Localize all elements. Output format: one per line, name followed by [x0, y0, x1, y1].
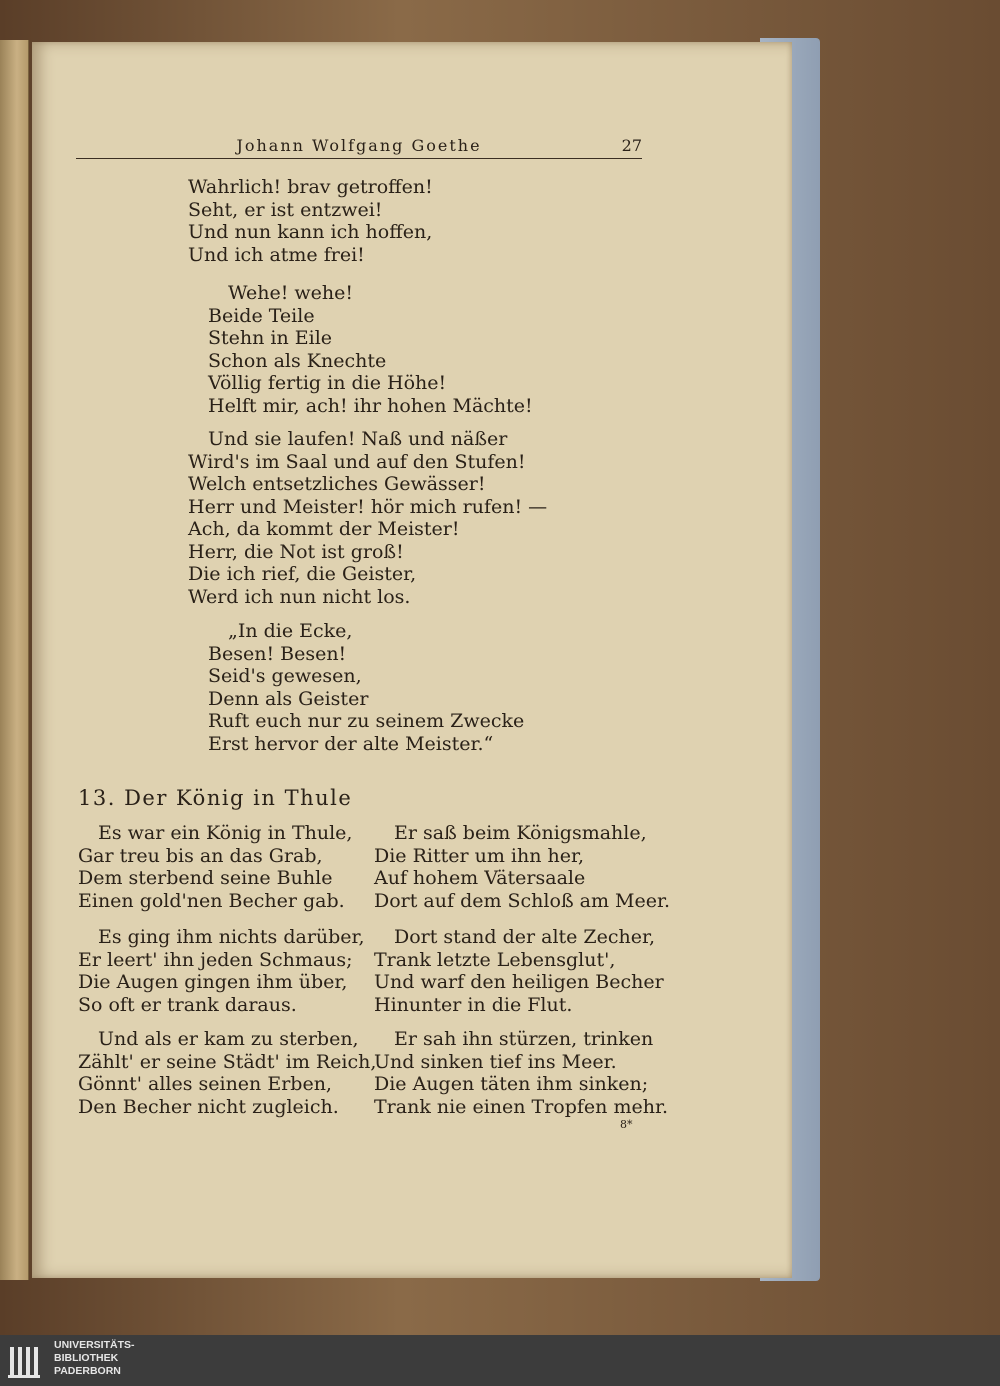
- verse-line: Und als er kam zu sterben,: [98, 1028, 359, 1050]
- thule-stanza-5: [374, 926, 664, 1016]
- book-page: [32, 42, 792, 1278]
- thule-stanza-2: [78, 926, 365, 1016]
- verse-line: Dem sterbend seine Buhle: [78, 867, 333, 889]
- library-logo-icon: [6, 1341, 46, 1381]
- verse-line: Und nun kann ich hoffen,: [188, 221, 433, 243]
- verse-line: Die Augen gingen ihm über,: [78, 971, 348, 993]
- verse-line: Werd ich nun nicht los.: [188, 585, 411, 608]
- verse-line: Den Becher nicht zugleich.: [78, 1095, 339, 1118]
- previous-page-edge: [0, 40, 29, 1280]
- signature-mark: 8*: [620, 1118, 633, 1131]
- verse-line: Wird's im Saal und auf den Stufen!: [188, 450, 526, 473]
- stanza-3: [188, 428, 547, 608]
- verse-line: Helft mir, ach! ihr hohen Mächte!: [208, 394, 533, 417]
- thule-stanza-3: [78, 1028, 376, 1118]
- page-number: 27: [621, 136, 642, 155]
- verse-line: Die Ritter um ihn her,: [374, 844, 585, 867]
- library-name-line: UNIVERSITÄTS-: [54, 1339, 135, 1351]
- verse-line: Er leert' ihn jeden Schmaus;: [78, 948, 353, 971]
- verse-line: Völlig fertig in die Höhe!: [208, 372, 447, 394]
- verse-line: Welch entsetzliches Gewässer!: [188, 473, 486, 495]
- verse-line: Besen! Besen!: [208, 642, 347, 665]
- page-header: [76, 136, 642, 159]
- verse-line: Gar treu bis an das Grab,: [78, 844, 323, 867]
- verse-line: Trank letzte Lebensglut',: [374, 948, 616, 971]
- verse-line: Dort auf dem Schloß am Meer.: [374, 889, 671, 912]
- verse-line: Die ich rief, die Geister,: [188, 563, 417, 585]
- verse-line: Denn als Geister: [208, 687, 369, 710]
- verse-line: Einen gold'nen Becher gab.: [78, 889, 345, 912]
- verse-line: Es war ein König in Thule,: [98, 822, 353, 844]
- verse-line: Trank nie einen Tropfen mehr.: [374, 1095, 668, 1118]
- verse-line: Die Augen täten ihm sinken;: [374, 1073, 649, 1095]
- verse-line: Und sinken tief ins Meer.: [374, 1050, 617, 1073]
- running-head: Johann Wolfgang Goethe: [236, 136, 482, 155]
- verse-line: Er saß beim Königsmahle,: [394, 822, 647, 844]
- verse-line: Schon als Knechte: [208, 349, 387, 372]
- library-name-line: BIBLIOTHEK: [54, 1352, 119, 1364]
- library-name: [54, 1339, 135, 1378]
- verse-line: So oft er trank daraus.: [78, 993, 297, 1016]
- verse-line: Herr und Meister! hör mich rufen! —: [188, 495, 548, 518]
- stanza-2: [208, 282, 533, 417]
- verse-line: Zählt' er seine Städt' im Reich,: [78, 1050, 377, 1073]
- verse-line: Wehe! wehe!: [228, 282, 354, 304]
- stanza-4: [208, 620, 524, 755]
- verse-line: Dort stand der alte Zecher,: [394, 926, 656, 948]
- stanza-1: [188, 176, 433, 266]
- verse-line: Seht, er ist entzwei!: [188, 198, 383, 221]
- verse-line: Ach, da kommt der Meister!: [188, 518, 460, 540]
- verse-line: Und ich atme frei!: [188, 243, 365, 266]
- verse-line: Wahrlich! brav getroffen!: [188, 176, 433, 198]
- library-footer: [0, 1335, 1000, 1386]
- poem-title: 13. Der König in Thule: [78, 786, 353, 810]
- thule-stanza-4: [374, 822, 670, 912]
- verse-line: Beide Teile: [208, 304, 315, 327]
- thule-stanza-6: [374, 1028, 668, 1118]
- verse-line: Auf hohem Vätersaale: [374, 867, 586, 889]
- thule-stanza-1: [78, 822, 352, 912]
- verse-line: Ruft euch nur zu seinem Zwecke: [208, 710, 525, 732]
- verse-line: Es ging ihm nichts darüber,: [98, 926, 365, 948]
- verse-line: Er sah ihn stürzen, trinken: [394, 1028, 654, 1050]
- verse-line: Hinunter in die Flut.: [374, 993, 573, 1016]
- library-name-line: PADERBORN: [54, 1365, 121, 1377]
- verse-line: Seid's gewesen,: [208, 665, 362, 687]
- verse-line: Und sie laufen! Naß und näßer: [208, 428, 508, 450]
- verse-line: Und warf den heiligen Becher: [374, 971, 664, 993]
- verse-line: Gönnt' alles seinen Erben,: [78, 1073, 332, 1095]
- verse-line: Herr, die Not ist groß!: [188, 540, 404, 563]
- verse-line: Stehn in Eile: [208, 327, 333, 349]
- verse-line: Erst hervor der alte Meister.“: [208, 732, 494, 755]
- verse-line: „In die Ecke,: [228, 620, 353, 642]
